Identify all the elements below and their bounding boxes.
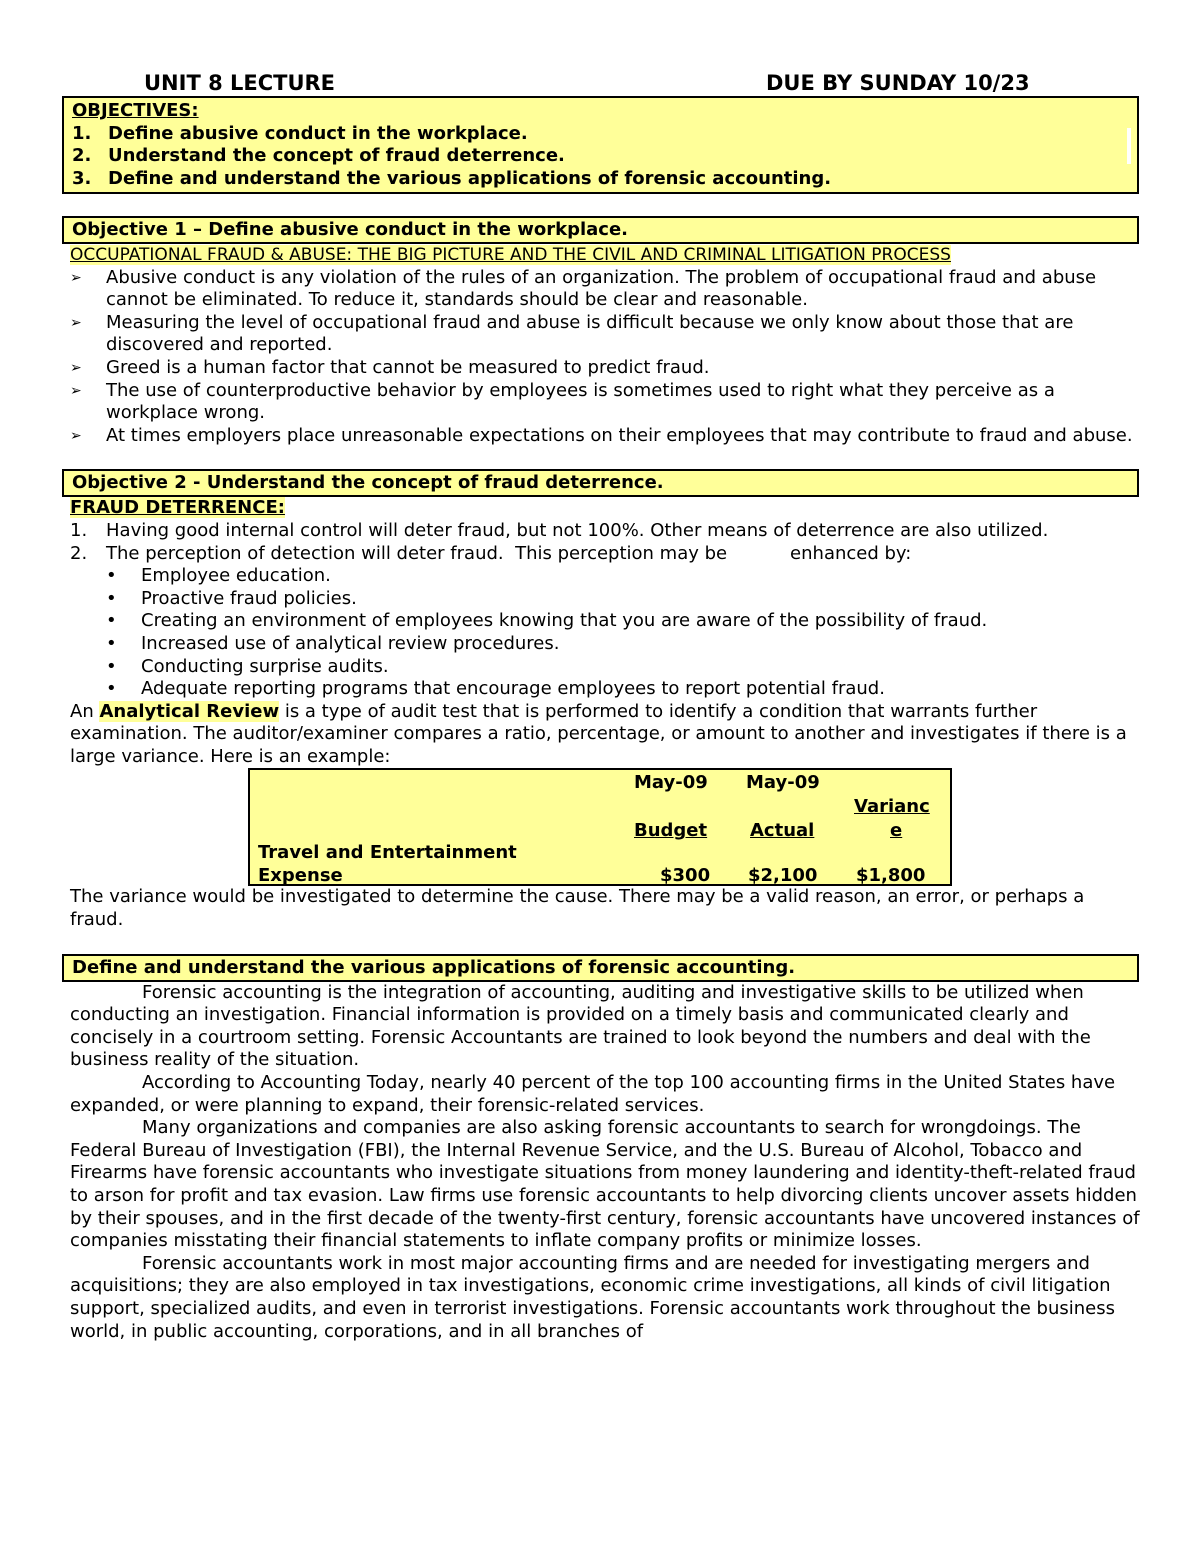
objectives-box bbox=[62, 96, 1139, 194]
arrow-bullet-icon: ➢ bbox=[70, 359, 82, 376]
objective-text: Understand the concept of fraud deterrence. bbox=[108, 145, 565, 167]
list-item-text: The perception of detection will deter fraud. This perception may be enhanced by: bbox=[106, 542, 912, 564]
list-item-text: At times employers place unreasonable expectations on their employees that may contribute to fraud and abuse. bbox=[106, 424, 1133, 446]
list-item-text: Abusive conduct is any violation of the rules of an organization. The problem of occupational fraud and abuse cannot be eliminated. To reduce it, standards should be clear and reasonable. bbox=[106, 266, 1097, 311]
arrow-bullet-icon: ➢ bbox=[70, 427, 82, 444]
list-item bbox=[106, 656, 1140, 679]
deterrence-list bbox=[70, 520, 1140, 565]
list-item bbox=[106, 610, 1140, 633]
objective-text: Define abusive conduct in the workplace. bbox=[108, 122, 528, 144]
objective-item bbox=[72, 145, 1129, 168]
after-table-paragraph: The variance would be investigated to determine the cause. There may be a valid reason, an error, or perhaps a fraud. bbox=[70, 886, 1085, 931]
bullet-dot-icon: • bbox=[106, 587, 117, 609]
objective-number: 2. bbox=[72, 145, 92, 167]
actual-month: May-09 bbox=[746, 772, 820, 794]
forensic-paragraph: Forensic accounting is the integration of accounting, auditing and investigative skills to be utilized when conducting an investigation. Financial information is provided on a timely basis and communicated clearly and concisely in a courtroom setting. Forensic Accountants are trained to look beyond the numbers and deal with the business reality of the situation. bbox=[70, 981, 1091, 1071]
arrow-bullet-icon: ➢ bbox=[70, 269, 82, 286]
budget-header: Budget bbox=[634, 820, 708, 842]
list-item bbox=[70, 425, 1140, 448]
forensic-paragraph: Forensic accountants work in most major accounting firms and are needed for investigating mergers and acquisitions; they are also employed in tax investigations, economic crime investigations, all kinds of civil litigation support, specialized audits, and even in terrorist investigations. Forensic accountants work throughout the business world, in public accounting, corporations, and in all branches of bbox=[70, 1252, 1115, 1342]
arrow-bullet-icon: ➢ bbox=[70, 314, 82, 331]
list-item-text: Having good internal control will deter fraud, but not 100%. Other means of deterrence are also utilized. bbox=[106, 519, 1049, 541]
bullet-dot-icon: • bbox=[106, 565, 117, 587]
section1-bullets bbox=[70, 267, 1140, 448]
objective-number: 3. bbox=[72, 167, 92, 189]
bullet-dot-icon: • bbox=[106, 610, 117, 632]
bullet-dot-icon: • bbox=[106, 678, 117, 700]
list-item bbox=[70, 267, 1140, 312]
section2-subheading: FRAUD DETERRENCE: bbox=[70, 497, 285, 519]
list-item-text: Conducting surprise audits. bbox=[141, 655, 389, 677]
list-item-text: Proactive fraud policies. bbox=[141, 587, 357, 609]
list-item bbox=[106, 565, 1140, 588]
list-item-text: Measuring the level of occupational fraud and abuse is difficult because we only know about those that are discovered and reported. bbox=[106, 311, 1074, 356]
budget-value: $300 bbox=[660, 865, 711, 887]
list-item-text: Adequate reporting programs that encourage employees to report potential fraud. bbox=[141, 678, 885, 700]
row-label-line2: Expense bbox=[258, 865, 343, 887]
objective-text: Define and understand the various applications of forensic accounting. bbox=[108, 167, 832, 189]
section1-heading: Objective 1 – Define abusive conduct in the workplace. bbox=[62, 216, 1139, 244]
document-page bbox=[70, 70, 1140, 1343]
variance-value: $1,800 bbox=[856, 865, 926, 887]
variance-header-bottom: e bbox=[890, 820, 903, 842]
row-label-line1: Travel and Entertainment bbox=[258, 842, 517, 864]
paragraph-text: An bbox=[70, 700, 100, 722]
list-item-text: Increased use of analytical review procedures. bbox=[141, 632, 560, 654]
list-item bbox=[106, 588, 1140, 611]
arrow-bullet-icon: ➢ bbox=[70, 382, 82, 399]
list-item bbox=[70, 357, 1140, 380]
objective-item bbox=[72, 123, 1129, 146]
list-item bbox=[106, 633, 1140, 656]
forensic-paragraph: According to Accounting Today, nearly 40 percent of the top 100 accounting firms in the United States have expanded, or were planning to expand, their forensic-related services. bbox=[70, 1072, 1116, 1116]
budget-month: May-09 bbox=[634, 772, 708, 794]
objective-number: 1. bbox=[72, 122, 92, 144]
list-item-text: Creating an environment of employees knowing that you are aware of the possibility of fraud. bbox=[141, 610, 988, 632]
bullet-dot-icon: • bbox=[106, 632, 117, 654]
unit-title: UNIT 8 LECTURE bbox=[144, 71, 336, 95]
list-item bbox=[70, 543, 1140, 566]
actual-value: $2,100 bbox=[748, 865, 818, 887]
analytical-review-term: Analytical Review bbox=[99, 700, 280, 722]
list-number: 1. bbox=[70, 519, 88, 541]
section3-heading: Define and understand the various applications of forensic accounting. bbox=[62, 954, 1139, 982]
variance-header-top: Varianc bbox=[854, 796, 930, 818]
list-number: 2. bbox=[70, 542, 88, 564]
box-edge-mark bbox=[1127, 128, 1131, 164]
analytical-review-paragraph bbox=[70, 701, 1140, 769]
list-item-text: The use of counterproductive behavior by employees is sometimes used to right what they perceive as a workplace wrong. bbox=[106, 379, 1055, 424]
enhancement-list bbox=[70, 565, 1140, 701]
page-header bbox=[70, 70, 1140, 96]
list-item bbox=[106, 678, 1140, 701]
paragraph-text: is a type of audit test that is performed to identify a condition that warrants further examination. The auditor/examiner compares a ratio, percentage, or amount to another and investigates if there is a large variance. Here is an example: bbox=[70, 700, 1127, 767]
forensic-paragraph: Many organizations and companies are also asking forensic accountants to search for wrongdoings. The Federal Bureau of Investigation (FBI), the Internal Revenue Service, and the U.S. Bureau of Alcohol, Tobacco and Firearms have forensic accountants who investigate situations from money laundering and identity-theft-related fraud to arson for profit and tax evasion. Law firms use forensic accountants to help divorcing clients uncover assets hidden by their spouses, and in the first decade of the twenty-first century, forensic accountants have uncovered instances of companies misstating their financial statements to inflate company profits or minimize losses. bbox=[70, 1117, 1140, 1252]
section1-subheading: OCCUPATIONAL FRAUD & ABUSE: THE BIG PICTURE AND THE CIVIL AND CRIMINAL LITIGATION PROCESS bbox=[70, 245, 951, 265]
list-item bbox=[70, 312, 1140, 357]
variance-table bbox=[248, 768, 952, 886]
list-item bbox=[70, 520, 1140, 543]
list-item-text: Greed is a human factor that cannot be measured to predict fraud. bbox=[106, 356, 710, 378]
objectives-list bbox=[72, 123, 1129, 191]
bullet-dot-icon: • bbox=[106, 655, 117, 677]
due-date: DUE BY SUNDAY 10/23 bbox=[766, 71, 1030, 95]
objective-item bbox=[72, 168, 1129, 191]
objectives-title: OBJECTIVES: bbox=[72, 100, 199, 121]
section2-heading: Objective 2 - Understand the concept of fraud deterrence. bbox=[62, 469, 1139, 497]
list-item-text: Employee education. bbox=[141, 565, 331, 587]
list-item bbox=[70, 380, 1140, 425]
actual-header: Actual bbox=[750, 820, 815, 842]
